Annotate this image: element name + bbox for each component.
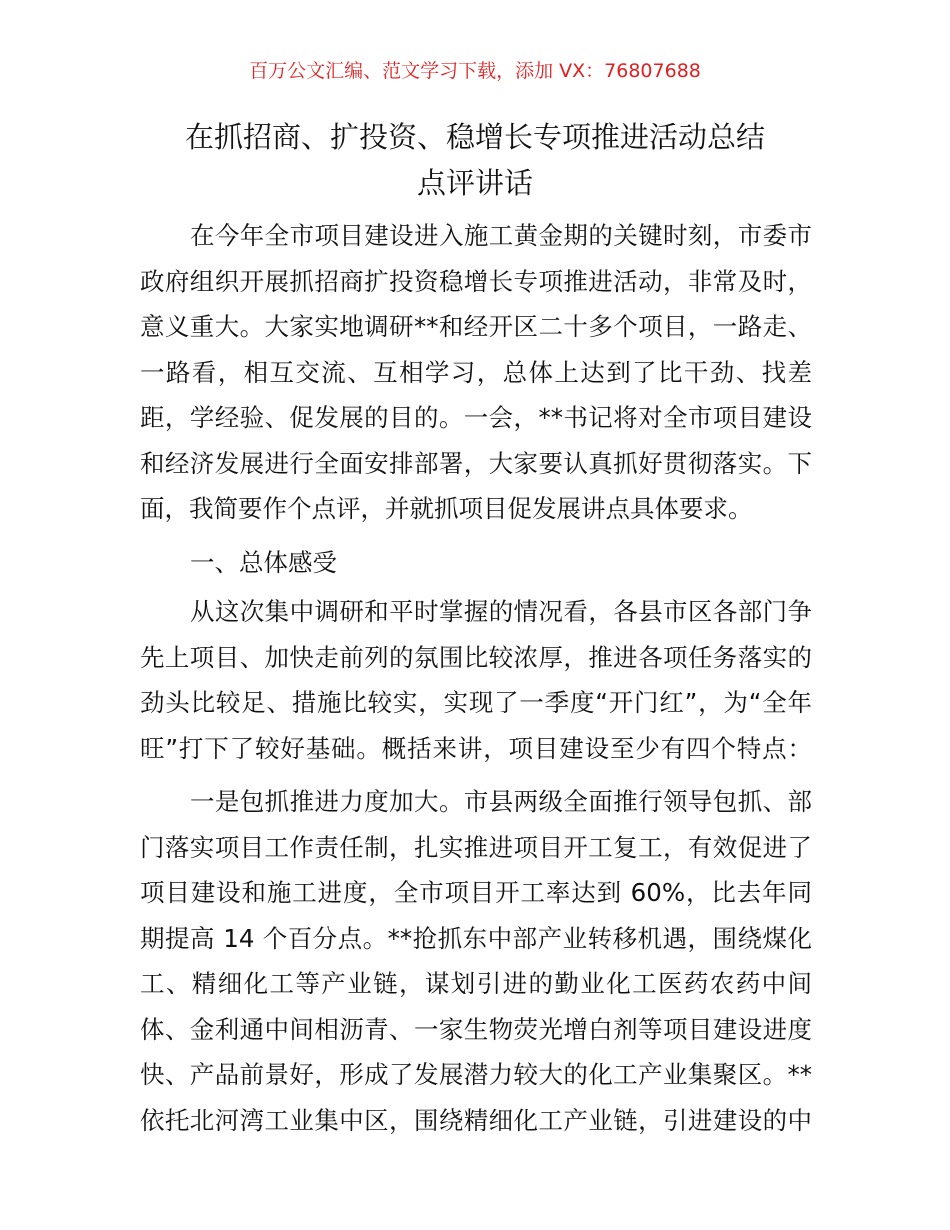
text-line: 从这次集中调研和平时掌握的情况看，各县市区各部门争 — [190, 597, 812, 626]
text-line: 先上项目、加快走前列的氛围比较浓厚，推进各项任务落实的 — [140, 642, 812, 672]
text-line: 门落实项目工作责任制，扎实推进项目开工复工，有效促进了 — [140, 832, 812, 862]
text-line: 一路看，相互交流、互相学习，总体上达到了比干劲、找差 — [140, 357, 812, 387]
paragraph — [140, 589, 812, 771]
text-line: 工、精细化工等产业链，谋划引进的勤业化工医药农药中间 — [140, 969, 812, 998]
document-title — [0, 114, 950, 206]
text-line: 依托北河湾工业集中区，围绕精细化工产业链，引进建设的中 — [140, 1105, 812, 1135]
text-line: 在今年全市项目建设进入施工黄金期的关键时刻，市委市 — [190, 221, 812, 250]
text-line: 一是包抓推进力度加大。市县两级全面推行领导包抓、部 — [190, 787, 812, 816]
paragraph — [140, 213, 812, 532]
title-line-1: 在抓招商、扩投资、稳增长专项推进活动总结 — [184, 120, 765, 154]
text-line: 面，我简要作个点评，并就抓项目促发展讲点具体要求。 — [140, 494, 753, 523]
text-line: 旺”打下了较好基础。概括来讲，项目建设至少有四个特点： — [140, 733, 812, 763]
text-line: 意义重大。大家实地调研**和经开区二十多个项目，一路走、 — [140, 312, 812, 341]
document-body — [140, 213, 812, 1151]
text-line: 距，学经验、促发展的目的。一会，**书记将对全市项目建设 — [140, 403, 812, 432]
paragraph — [140, 779, 812, 1143]
text-line: 体、金利通中间相沥青、一家生物荧光增白剂等项目建设进度 — [140, 1014, 812, 1044]
text-line: 和经济发展进行全面安排部署，大家要认真抓好贯彻落实。下 — [140, 448, 812, 478]
text-line: 快、产品前景好，形成了发展潜力较大的化工产业集聚区。** — [140, 1060, 812, 1089]
text-line: 政府组织开展抓招商扩投资稳增长专项推进活动，非常及时， — [140, 266, 812, 296]
section-heading: 一、总体感受 — [190, 547, 337, 577]
watermark-banner: 百万公文汇编、范文学习下载，添加 VX：76807688 — [249, 60, 701, 82]
text-line: 劲头比较足、措施比较实，实现了一季度“开门红”，为“全年 — [140, 688, 812, 717]
text-line: 期提高 14 个百分点。**抢抓东中部产业转移机遇，围绕煤化 — [140, 923, 812, 953]
text-line: 项目建设和施工进度，全市项目开工率达到 60%，比去年同 — [140, 878, 812, 907]
title-line-2: 点评讲话 — [416, 166, 533, 200]
